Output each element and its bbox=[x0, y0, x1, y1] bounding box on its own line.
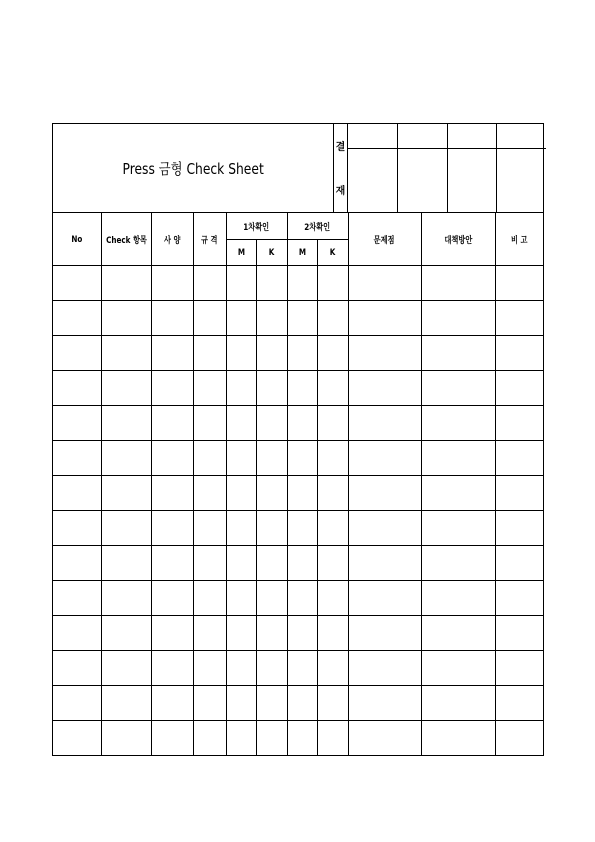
approval-label-top: 결 bbox=[335, 142, 346, 153]
table-row bbox=[53, 580, 543, 616]
header-first-check: 1차확인 bbox=[243, 222, 270, 233]
header-spec: 사 양 bbox=[163, 236, 181, 246]
table-header bbox=[53, 212, 543, 266]
column-divider bbox=[151, 212, 152, 755]
table-row bbox=[53, 300, 543, 336]
table-row bbox=[53, 370, 543, 406]
header-countermeasure: 대책방안 bbox=[444, 236, 472, 246]
header-first-m: M bbox=[237, 247, 245, 258]
header-divider bbox=[256, 239, 257, 266]
column-divider bbox=[193, 212, 194, 755]
header-problem: 문제점 bbox=[374, 236, 395, 246]
table-body bbox=[53, 265, 543, 755]
header-check-item: Check 항목 bbox=[105, 236, 147, 246]
column-divider bbox=[495, 212, 496, 755]
table-row bbox=[53, 685, 543, 721]
header-second-k: K bbox=[329, 247, 336, 258]
approval-divider bbox=[496, 124, 497, 212]
column-divider bbox=[348, 212, 349, 755]
column-divider bbox=[421, 212, 422, 755]
approval-label-bottom: 재 bbox=[335, 186, 346, 197]
header-no: No bbox=[71, 234, 83, 245]
table-row bbox=[53, 615, 543, 651]
table-row bbox=[53, 335, 543, 371]
approval-divider bbox=[447, 124, 448, 212]
header-standard: 규 격 bbox=[201, 236, 218, 246]
column-divider bbox=[317, 265, 318, 755]
approval-divider bbox=[347, 124, 348, 212]
table-row bbox=[53, 405, 543, 441]
approval-divider bbox=[397, 124, 398, 212]
table-row bbox=[53, 510, 543, 546]
table-row bbox=[53, 545, 543, 581]
approval-line bbox=[347, 148, 546, 149]
sheet-title: Press 금형 Check Sheet bbox=[122, 159, 264, 178]
header-divider bbox=[317, 239, 318, 266]
approval-box bbox=[333, 124, 546, 212]
table-row bbox=[53, 265, 543, 301]
table-row bbox=[53, 440, 543, 476]
table-row bbox=[53, 720, 543, 756]
header-remarks: 비 고 bbox=[510, 236, 528, 246]
table-row bbox=[53, 650, 543, 686]
title-block bbox=[53, 124, 333, 212]
check-sheet bbox=[52, 123, 544, 756]
header-second-m: M bbox=[298, 247, 306, 258]
table-row bbox=[53, 475, 543, 511]
column-divider bbox=[101, 212, 102, 755]
column-divider bbox=[226, 212, 227, 755]
header-second-check: 2차확인 bbox=[304, 222, 331, 233]
column-divider bbox=[256, 265, 257, 755]
header-first-k: K bbox=[268, 247, 275, 258]
column-divider bbox=[287, 212, 288, 755]
